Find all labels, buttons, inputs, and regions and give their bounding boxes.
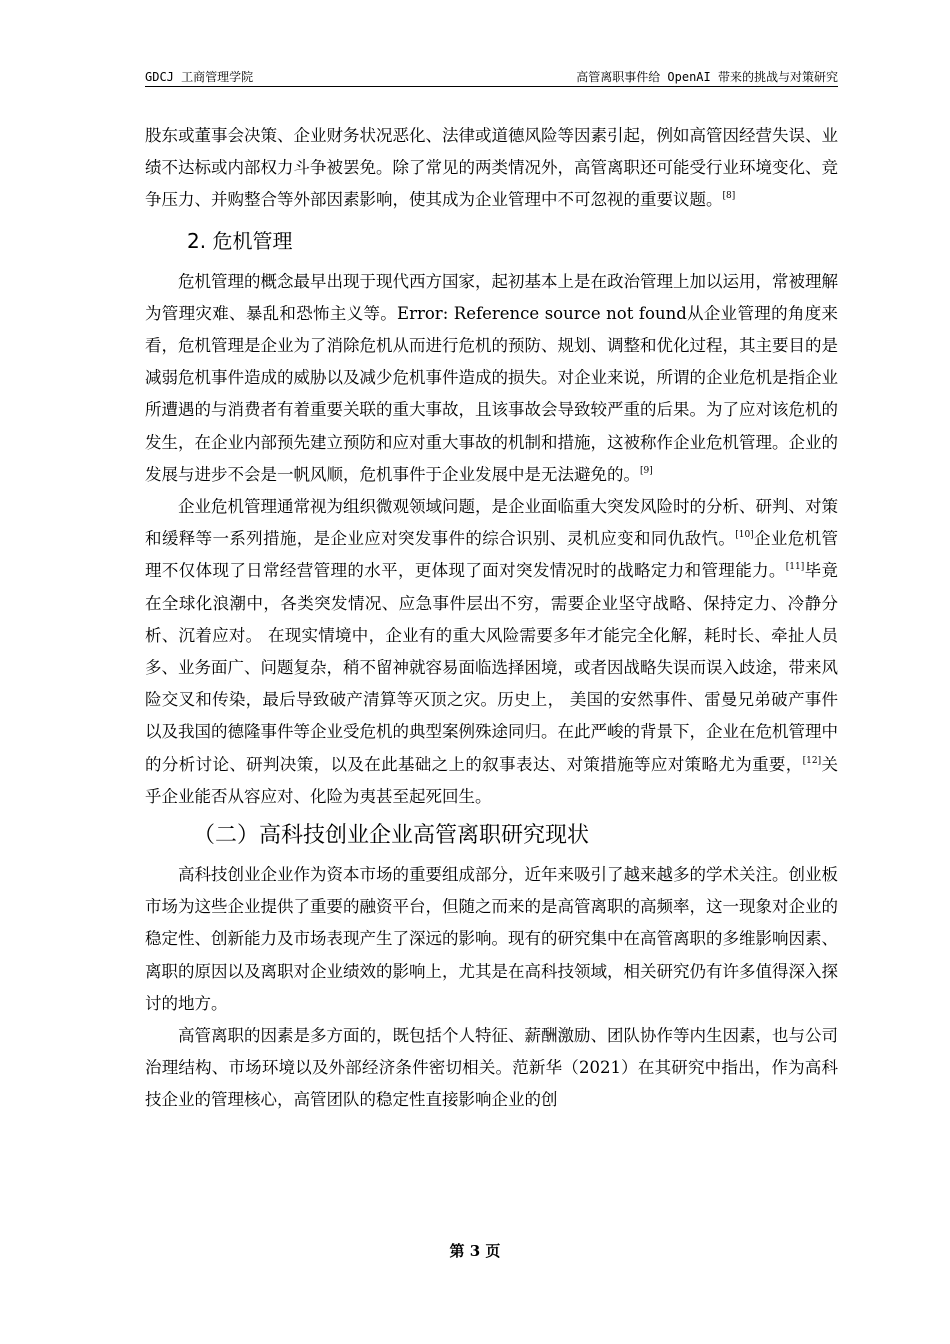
paragraph-1-text: 股东或董事会决策、企业财务状况恶化、法律或道德风险等因素引起，例如高管因经营失误、业绩不达标或内部权力斗争被罢免。除了常见的两类情况外，高管离职还可能受行业环境变化、竞争压力、并购整合等外部因素影响，使其成为企业管理中不可忽视的重要议题。: [145, 126, 838, 210]
paragraph-1: [145, 120, 838, 217]
header-institution: GDCJ 工商管理学院: [145, 70, 254, 84]
paragraph-5: [145, 1020, 838, 1117]
paragraph-3-text-3: 毕竟在全球化浪潮中，各类突发情况、应急事件层出不穷，需要企业坚守战略、保持定力、冷静分析、沉着应对。 在现实情境中，企业有的重大风险需要多年才能完全化解，耗时长、牵扯人员多、业务面广、问题复杂，稍不留神就容易面临选择困境，或者因战略失误而误入歧途，带来风险交叉和传染，最后导致破产清算等灭顶之灾。历史上， 美国的安然事件、雷曼兄弟破产事件以及我国的德隆事件等企业受危机的典型案例殊途同归。在此严峻的背景下，企业在危机管理中的分析讨论、研判决策，以及在此基础之上的叙事表达、对策措施等应对策略尤为重要，: [145, 561, 839, 774]
paragraph-3: [145, 491, 838, 813]
paragraph-4-text: 高科技创业企业作为资本市场的重要组成部分，近年来吸引了越来越多的学术关注。创业板市场为这些企业提供了重要的融资平台，但随之而来的是高管离职的高频率，这一现象对企业的稳定性、创新能力及市场表现产生了深远的影响。现有的研究集中在高管离职的多维影响因素、离职的原因以及离职对企业绩效的影响上，尤其是在高科技领域，相关研究仍有许多值得深入探讨的地方。: [145, 865, 838, 1013]
paragraph-2: [145, 266, 838, 491]
citation-12: [12]: [802, 755, 822, 766]
paragraph-4: [145, 859, 838, 1020]
page-body: [145, 120, 838, 1117]
heading-crisis-management: 2. 危机管理: [187, 228, 293, 253]
paragraph-3-text-4: 关乎企业能否从容应对、化险为夷甚至起死回生。: [145, 754, 839, 806]
page-number: 第 3 页: [449, 1242, 501, 1260]
page-header: [145, 66, 838, 87]
citation-11: [11]: [785, 562, 805, 573]
citation-8: [8]: [722, 191, 736, 202]
header-title: 高管离职事件给 OpenAI 带来的挑战与对策研究: [576, 70, 838, 84]
paragraph-3-text-2: 企业危机管理不仅体现了日常经营管理的水平，更体现了面对突发情况时的战略定力和管理能力。: [145, 529, 839, 581]
citation-10: [10]: [735, 530, 754, 541]
paragraph-2-text: 危机管理的概念最早出现于现代西方国家，起初基本上是在政治管理上加以运用，常被理解为管理灾难、暴乱和恐怖主义等。Error: Reference source not found从企业管理的角度来看，危机管理是企业为了消除危机从而进行危机的预防、规划、调整和优化过程，其主要目的是减弱危机事件造成的威胁以及减少危机事件造成的损失。对企业来说，所谓的企业危机是指企业所遭遇的与消费者有着重要关联的重大事故，且该事故会导致较严重的后果。为了应对该危机的发生，在企业内部预先建立预防和应对重大事故的机制和措施，这被称作企业危机管理。企业的发展与进步不会是一帆风顺，危机事件于企业发展中是无法避免的。: [145, 271, 838, 484]
citation-9: [9]: [640, 465, 653, 476]
section-heading: （二）高科技创业企业高管离职研究现状: [193, 823, 590, 849]
paragraph-3-text-1: 企业危机管理通常视为组织微观领域问题，是企业面临重大突发风险时的分析、研判、对策和缓释等一系列措施，是企业应对突发事件的综合识别、灵机应变和同仇敌忾。: [145, 497, 838, 549]
paragraph-5-text: 高管离职的因素是多方面的，既包括个人特征、薪酬激励、团队协作等内生因素，也与公司治理结构、市场环境以及外部经济条件密切相关。范新华（2021）在其研究中指出，作为高科技企业的管理核心，高管团队的稳定性直接影响企业的创: [145, 1026, 838, 1110]
